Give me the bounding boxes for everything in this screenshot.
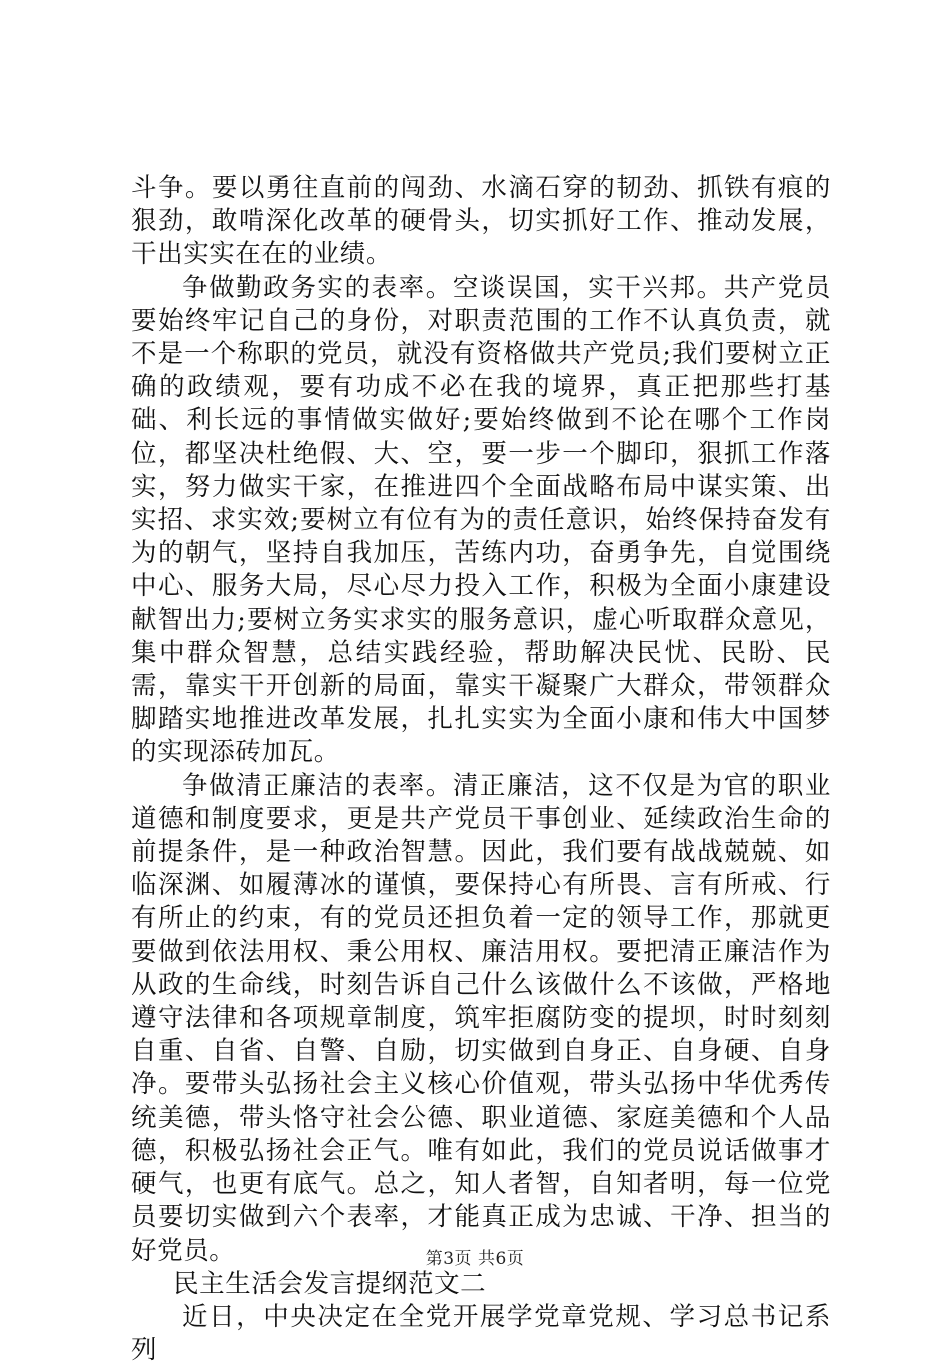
paragraph-2: 争做勤政务实的表率。空谈误国，实干兴邦。共产党员要始终牢记自己的身份，对职责范围的工作不认真负责，就不是一个称职的党员，就没有资格做共产党员;我们要树立正确的政绩观，要有功成不必在我的境界，真正把那些打基础、利长远的事情做实做好;要始终做到不论在哪个工作岗位，都坚决杜绝假、大、空，要一步一个脚印，狠抓工作落实，努力做实干家，在推进四个全面战略布局中谋实策、出实招、求实效;要树立有位有为的责任意识，始终保持奋发有为的朝气，坚持自我加压，苦练内功，奋勇争先，自觉围绕中心、服务大局，尽心尽力投入工作，积极为全面小康建设献智出力;要树立务实求实的服务意识，虚心听取群众意见，集中群众智慧，总结实践经验，帮助解决民忧、民盼、民需，靠实干开创新的局面，靠实干凝聚广大群众，带领群众脚踏实地推进改革发展，扎扎实实为全面小康和伟大中国梦的实现添砖加瓦。	[131, 272, 831, 768]
paragraph-4: 近日，中央决定在全党开展学党章党规、学习总书记系列	[131, 1301, 831, 1366]
paragraph-1: 斗争。要以勇往直前的闯劲、水滴石穿的韧劲、抓铁有痕的狠劲，敢啃深化改革的硬骨头，切实抓好工作、推动发展，干出实实在在的业绩。	[131, 173, 831, 270]
document-body	[131, 172, 831, 1367]
paragraph-3: 争做清正廉洁的表率。清正廉洁，这不仅是为官的职业道德和制度要求，更是共产党员干事创业、延续政治生命的前提条件，是一种政治智慧。因此，我们要有战战兢兢、如临深渊、如履薄冰的谨慎，要保持心有所畏、言有所戒、行有所止的约束，有的党员还担负着一定的领导工作，那就更要做到依法用权、秉公用权、廉洁用权。要把清正廉洁作为从政的生命线，时刻告诉自己什么该做什么不该做，严格地遵守法律和各项规章制度，筑牢拒腐防变的提坝，时时刻刻自重、自省、自警、自励，切实做到自身正、自身硬、自身净。要带头弘扬社会主义核心价值观，带头弘扬中华优秀传统美德，带头恪守社会公德、职业道德、家庭美德和个人品德，积极弘扬社会正气。唯有如此，我们的党员说话做事才硬气，也更有底气。总之，知人者智，自知者明，每一位党员要切实做到六个表率，才能真正成为忠诚、干净、担当的好党员。	[131, 770, 831, 1266]
section-heading: 民主生活会发言提纲范文二	[173, 1268, 487, 1299]
page-footer: 第3页 共6页	[425, 1249, 525, 1269]
